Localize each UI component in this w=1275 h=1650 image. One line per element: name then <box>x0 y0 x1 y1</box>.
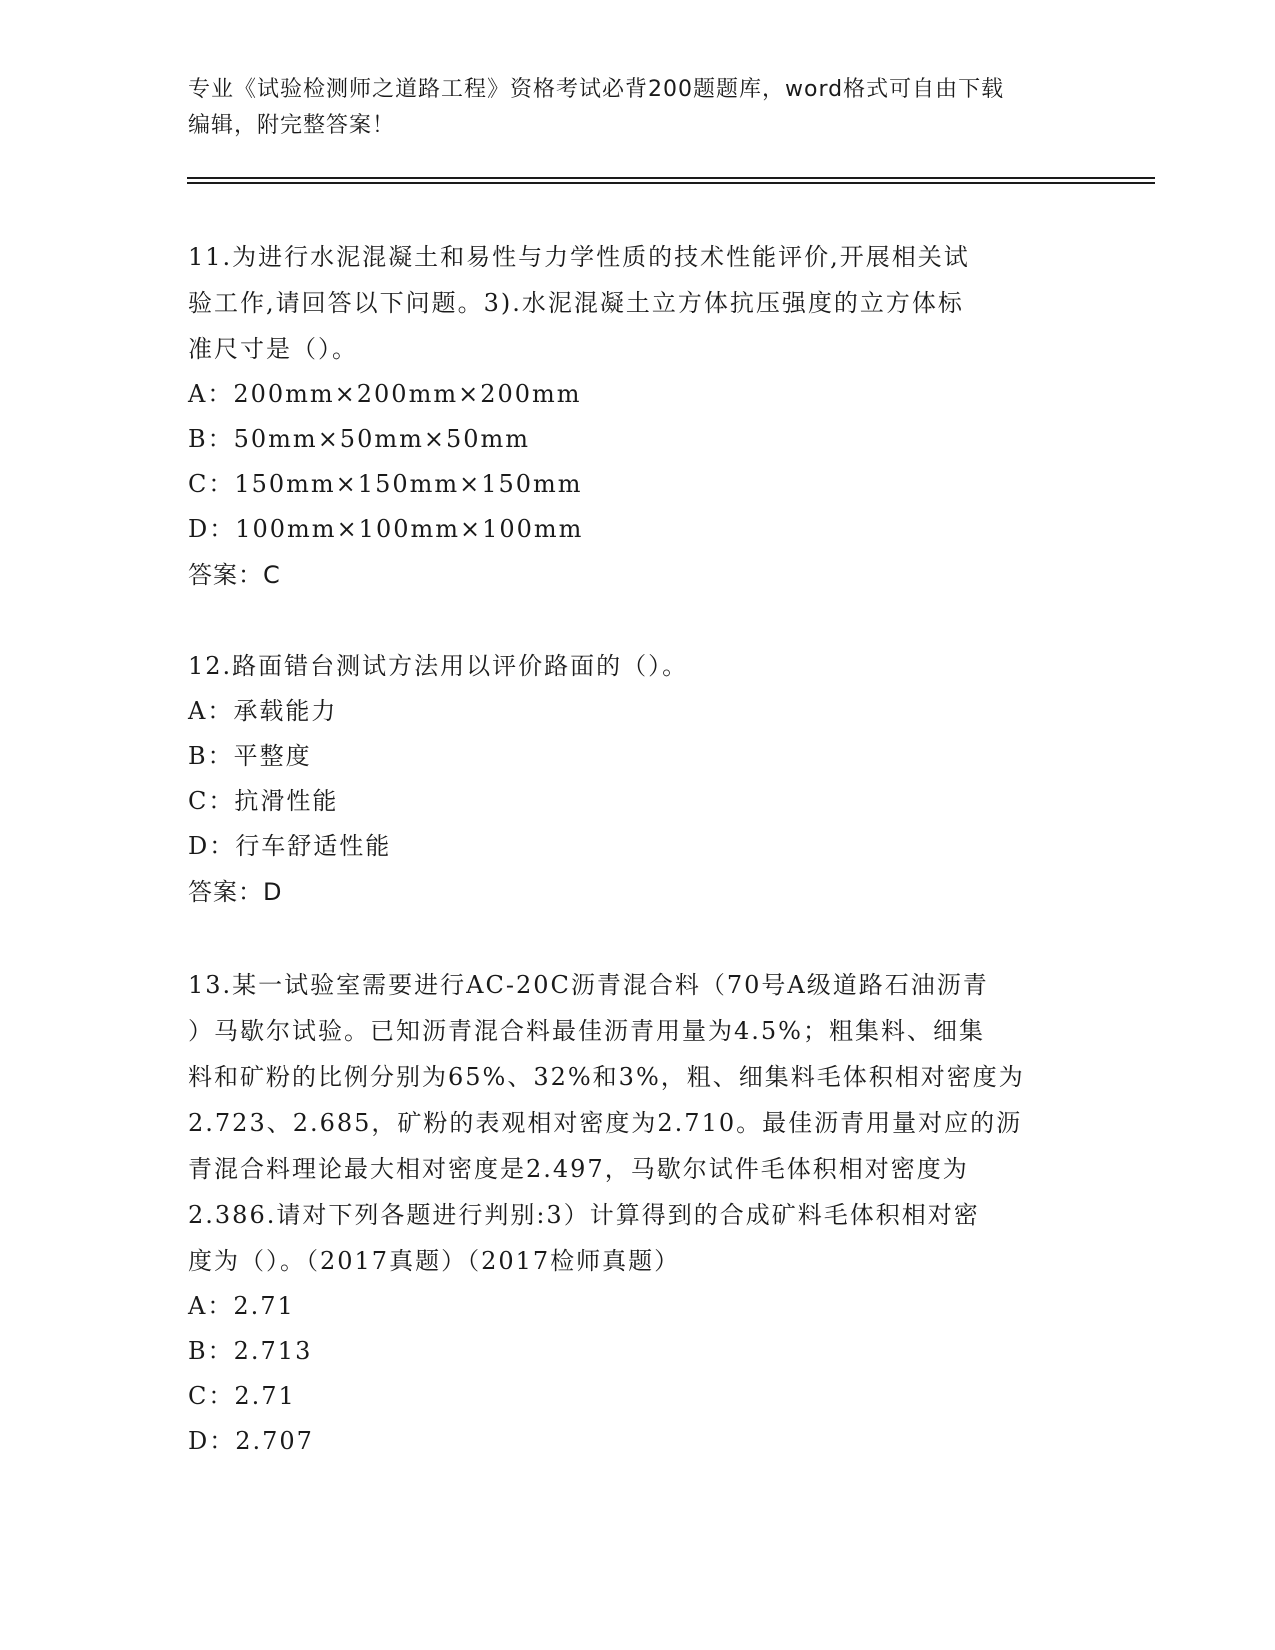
answer-line: 答案：C <box>188 561 281 589</box>
question-stem-line: 2.723、2.685，矿粉的表观相对密度为2.710。最佳沥青用量对应的沥 <box>188 1109 1023 1137</box>
option-a: A：200mm×200mm×200mm <box>188 380 582 408</box>
question-stem-line: 验工作,请回答以下问题。3).水泥混凝土立方体抗压强度的立方体标 <box>188 289 964 317</box>
header-title-line-1: 专业《试验检测师之道路工程》资格考试必背200题题库，word格式可自由下载 <box>188 77 1005 102</box>
question-stem-line: 2.386.请对下列各题进行判别:3）计算得到的合成矿料毛体积相对密 <box>188 1201 980 1229</box>
question-stem-line: 料和矿粉的比例分别为65%、32%和3%，粗、细集料毛体积相对密度为 <box>188 1063 1025 1091</box>
header-title-line-2: 编辑，附完整答案！ <box>188 113 396 138</box>
question-11 <box>188 234 1088 598</box>
question-stem-line: 13.某一试验室需要进行AC-20C沥青混合料（70号A级道路石油沥青 <box>188 971 989 999</box>
question-stem-line: ）马歇尔试验。已知沥青混合料最佳沥青用量为4.5%；粗集料、细集 <box>188 1017 985 1045</box>
option-b: B：平整度 <box>188 742 312 770</box>
option-c: C：抗滑性能 <box>188 787 339 815</box>
question-stem-line: 青混合料理论最大相对密度是2.497，马歇尔试件毛体积相对密度为 <box>188 1155 969 1183</box>
question-stem-line: 度为（）。（2017真题）（2017检师真题） <box>188 1247 681 1275</box>
option-d: D：2.707 <box>188 1427 314 1455</box>
question-stem-line: 12.路面错台测试方法用以评价路面的（）。 <box>188 652 689 680</box>
option-c: C：150mm×150mm×150mm <box>188 470 583 498</box>
option-b: B：50mm×50mm×50mm <box>188 425 531 453</box>
question-13 <box>188 962 1088 1464</box>
option-a: A：2.71 <box>188 1292 295 1320</box>
header-divider-bottom <box>187 182 1155 184</box>
option-c: C：2.71 <box>188 1382 296 1410</box>
option-b: B：2.713 <box>188 1337 313 1365</box>
question-stem-line: 准尺寸是（）。 <box>188 335 358 363</box>
document-header <box>188 72 1068 144</box>
option-d: D：行车舒适性能 <box>188 832 392 860</box>
option-d: D：100mm×100mm×100mm <box>188 515 584 543</box>
header-divider-top <box>187 177 1155 179</box>
option-a: A：承载能力 <box>188 697 338 725</box>
question-12 <box>188 643 1088 915</box>
answer-line: 答案：D <box>188 878 283 906</box>
question-stem-line: 11.为进行水泥混凝土和易性与力学性质的技术性能评价,开展相关试 <box>188 243 970 271</box>
